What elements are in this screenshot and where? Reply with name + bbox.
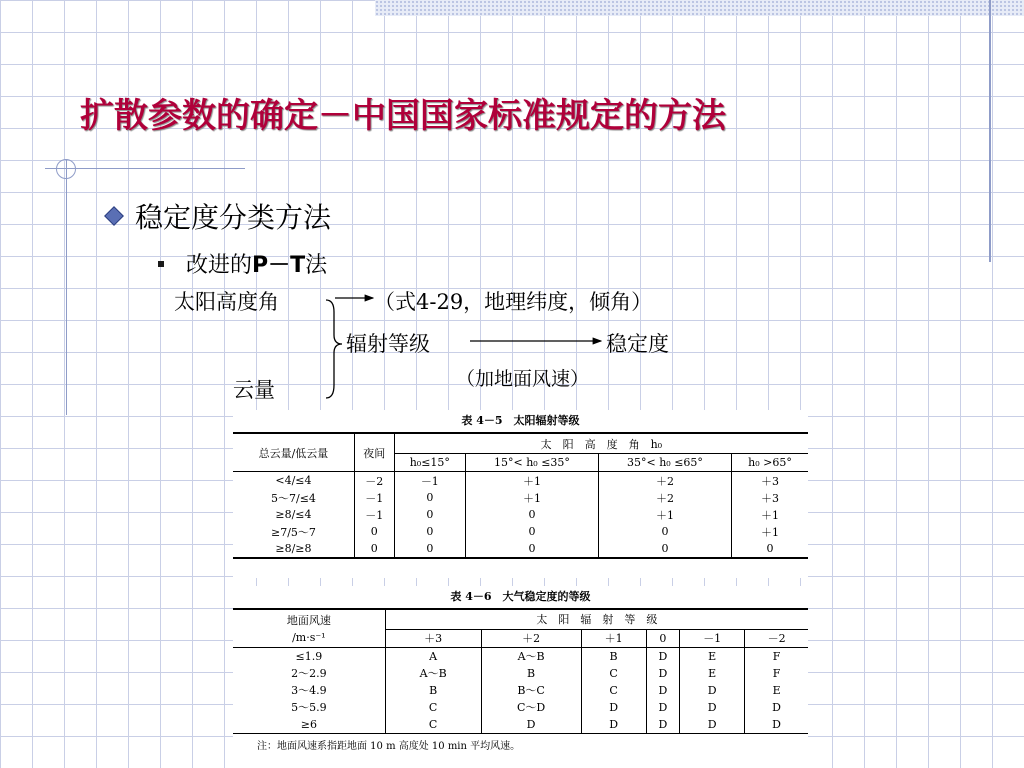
table2-cell: E: [680, 647, 745, 665]
table2-sub-header: ＋2: [481, 629, 581, 647]
bullet-level1-text: 稳定度分类方法: [135, 201, 332, 234]
table1-cell: ＋1: [760, 525, 779, 539]
table1-cell: ＋2: [598, 489, 731, 506]
table2-cell: A～B: [385, 665, 481, 682]
table2-cell: 3～4.9: [233, 682, 385, 699]
table1-cell: －2: [354, 472, 394, 490]
table2-cell: B: [581, 647, 646, 665]
table2-cell: E: [680, 665, 745, 682]
table2-sub-header: －2: [745, 629, 808, 647]
table1-cell: 0: [465, 523, 598, 540]
slide-title: 扩散参数的确定－中国国家标准规定的方法: [80, 96, 726, 136]
table1-cell: ＋1: [598, 506, 731, 523]
table1-cell: <4/≤4: [233, 472, 354, 490]
table2-group-header: 太 阳 辐 射 等 级: [385, 609, 808, 629]
table2-cell: B: [385, 682, 481, 699]
table2-cell: C～D: [481, 699, 581, 716]
table1-cell: 0: [465, 540, 598, 558]
table2-col-wind: 地面风速: [233, 609, 385, 629]
table1-cell: －1: [354, 506, 394, 523]
table1-sub-header: 15°< h₀ ≤35°: [465, 454, 598, 472]
table2-sub-header: ＋1: [581, 629, 646, 647]
table1-sub-header: h₀ >65°: [731, 454, 808, 472]
table-row: [233, 540, 808, 558]
table2-col-unit: /m·s⁻¹: [233, 629, 385, 647]
table1-cell: －1: [354, 489, 394, 506]
table1-cell: 0: [465, 506, 598, 523]
table2-cell: A: [385, 647, 481, 665]
table2-cell: B: [481, 665, 581, 682]
table2-cell: D: [646, 716, 680, 734]
table1-cell: ＋1: [760, 508, 779, 522]
table2-cell: D: [680, 716, 745, 734]
table2-cell: C: [581, 665, 646, 682]
table1-cell: －1: [394, 472, 465, 490]
table2-cell: 2～2.9: [233, 665, 385, 682]
table1-cell: ≥8/≤4: [233, 506, 354, 523]
table1-cell: 0: [394, 506, 465, 523]
table-row: [233, 523, 808, 540]
table2-cell: D: [680, 682, 745, 699]
table1-cell: 0: [766, 542, 774, 555]
table1-cell: ＋2: [598, 472, 731, 490]
table-solar-radiation: [233, 410, 808, 578]
table1-cell: ≥7/5～7: [233, 523, 354, 540]
table-row: [233, 472, 808, 490]
radiation-level-label: 辐射等级: [346, 332, 430, 356]
table1-cell: ＋3: [760, 474, 779, 488]
table2-cell: ≥6: [233, 716, 385, 734]
table2-cell: D: [772, 700, 781, 714]
table2-cell: D: [581, 699, 646, 716]
table1-cell: 0: [598, 523, 731, 540]
table2-sub-header: ＋3: [385, 629, 481, 647]
table2-cell: C: [385, 699, 481, 716]
table1-cell: 0: [354, 540, 394, 558]
wind-speed-note: （加地面风速）: [456, 368, 590, 390]
table1-cell: 0: [394, 489, 465, 506]
table2-cell: D: [481, 716, 581, 734]
table2-cell: D: [772, 717, 781, 731]
table1-col-cloud: 总云量/低云量: [233, 433, 354, 472]
table2-caption: 表 4－6 大气稳定度的等级: [450, 590, 591, 603]
table1-group-header: 太 阳 高 度 角 h₀: [394, 433, 808, 454]
table-stability-class: [233, 586, 808, 768]
table1-cell: ＋1: [465, 489, 598, 506]
table1-cell: ＋3: [760, 491, 779, 505]
table2-cell: B～C: [481, 682, 581, 699]
table2-sub-header: －1: [680, 629, 745, 647]
table-row: [233, 716, 808, 734]
table2-cell: C: [581, 682, 646, 699]
table2-cell: F: [772, 649, 781, 663]
table1-sub-header: h₀≤15°: [394, 454, 465, 472]
table1-cell: ＋1: [465, 472, 598, 490]
table1-cell: 0: [354, 523, 394, 540]
table2-cell: F: [772, 666, 781, 680]
bullet-level2-bold: P－T: [252, 253, 306, 278]
table-row: [233, 647, 808, 665]
table1-cell: ≥8/≥8: [233, 540, 354, 558]
table1-cell: 5～7/≤4: [233, 489, 354, 506]
table1-col-night: 夜间: [354, 433, 394, 472]
table2-cell: C: [385, 716, 481, 734]
table2-cell: E: [772, 683, 781, 697]
table2-cell: ≤1.9: [233, 647, 385, 665]
table2-sub-header: 0: [646, 629, 680, 647]
table2-cell: D: [680, 699, 745, 716]
table-row: [233, 682, 808, 699]
table1-cell: 0: [394, 540, 465, 558]
formula-note: （式4-29，地理纬度，倾角）: [374, 290, 653, 314]
curly-brace: [326, 300, 342, 398]
table1-cell: 0: [394, 523, 465, 540]
table2-cell: A～B: [481, 647, 581, 665]
table-row: [233, 489, 808, 506]
table-row: [233, 699, 808, 716]
table2-note: 注：地面风速系指距地面 10 m 高度处 10 min 平均风速。: [257, 740, 521, 752]
bullet-level2-prefix: 改进的: [186, 253, 253, 278]
table-row: [233, 506, 808, 523]
table2-cell: D: [646, 699, 680, 716]
table-row: [233, 665, 808, 682]
bullet-level2-suffix: 法: [305, 253, 328, 278]
stability-label: 稳定度: [606, 332, 669, 356]
table1-cell: 0: [598, 540, 731, 558]
table2-cell: D: [646, 682, 680, 699]
table2-cell: D: [646, 665, 680, 682]
table1-caption: 表 4－5 太阳辐射等级: [461, 414, 580, 427]
table2-cell: D: [581, 716, 646, 734]
table1-sub-header: 35°< h₀ ≤65°: [598, 454, 731, 472]
table2-cell: D: [646, 647, 680, 665]
sun-elevation-label: 太阳高度角: [174, 290, 279, 314]
table2-cell: 5～5.9: [233, 699, 385, 716]
cloud-cover-label: 云量: [233, 378, 275, 402]
